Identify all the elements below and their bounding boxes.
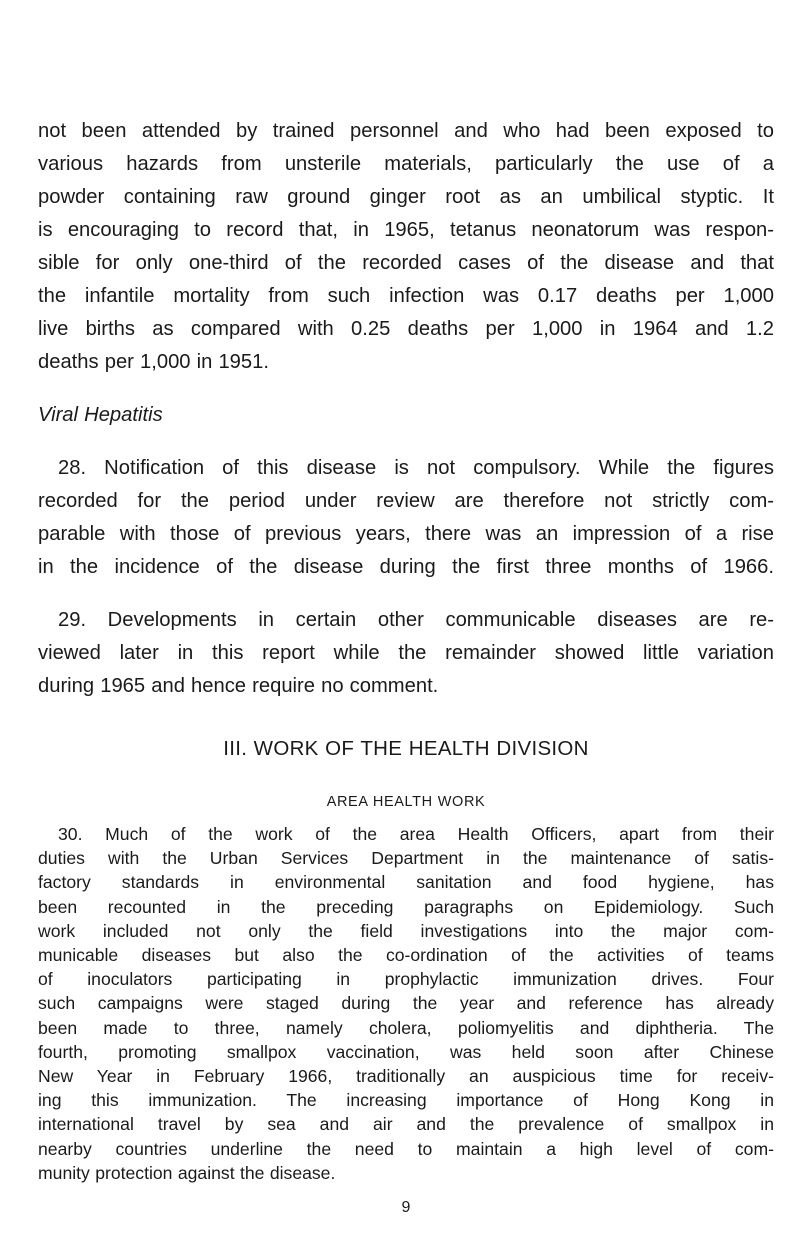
page-number: 9 xyxy=(401,1199,411,1216)
text-line: such campaigns were staged during the year and reference has already xyxy=(38,993,774,1014)
text-line: nearby countries underline the need to maintain a high level of com- xyxy=(38,1138,774,1159)
text-line: been recounted in the preceding paragraphs on Epidemiology. Such xyxy=(38,896,774,917)
text-line: international travel by sea and air and the prevalence of smallpox in xyxy=(38,1114,774,1135)
text-line: factory standards in environmental sanitation and food hygiene, has xyxy=(38,872,774,893)
section-heading-viral-hepatitis: Viral Hepatitis xyxy=(38,404,163,426)
section-heading-health-division: III. WORK OF THE HEALTH DIVISION xyxy=(223,737,589,760)
text-line: 30. Much of the work of the area Health Officers, apart from their xyxy=(58,824,774,844)
text-line: live births as compared with 0.25 deaths per 1,000 in 1964 and 1.2 xyxy=(38,318,774,340)
text-line: of inoculators participating in prophylactic immunization drives. Four xyxy=(38,969,774,990)
text-line: in the incidence of the disease during the first three months of 1966. xyxy=(38,556,774,578)
text-line: the infantile mortality from such infection was 0.17 deaths per 1,000 xyxy=(38,285,774,307)
text-line: 28. Notification of this disease is not compulsory. While the figures xyxy=(58,457,774,479)
text-line: viewed later in this report while the remainder showed little variation xyxy=(38,642,774,664)
text-line: munity protection against the disease. xyxy=(38,1162,336,1183)
text-line: been made to three, namely cholera, poliomyelitis and diphtheria. The xyxy=(38,1017,774,1038)
text-line: deaths per 1,000 in 1951. xyxy=(38,351,269,373)
text-line: not been attended by trained personnel and who had been exposed to xyxy=(38,120,774,142)
text-line: duties with the Urban Services Department in the maintenance of satis- xyxy=(38,848,774,869)
text-line: ing this immunization. The increasing importance of Hong Kong in xyxy=(38,1090,774,1111)
text-line: 29. Developments in certain other communicable diseases are re- xyxy=(58,609,774,631)
text-line: municable diseases but also the co-ordination of the activities of teams xyxy=(38,945,774,965)
text-line: fourth, promoting smallpox vaccination, was held soon after Chinese xyxy=(38,1041,774,1062)
text-line: New Year in February 1966, traditionally an auspicious time for receiv- xyxy=(38,1066,774,1086)
text-line: powder containing raw ground ginger root as an umbilical styptic. It xyxy=(38,186,774,208)
text-line: work included not only the field investigations into the major com- xyxy=(38,920,774,941)
text-line: sible for only one-third of the recorded cases of the disease and that xyxy=(38,252,774,274)
text-line: during 1965 and hence require no comment. xyxy=(38,675,439,697)
subsection-heading-area-health-work: AREA HEALTH WORK xyxy=(326,794,486,810)
text-line: recorded for the period under review are therefore not strictly com- xyxy=(38,490,774,512)
text-line: is encouraging to record that, in 1965, tetanus neonatorum was respon- xyxy=(38,219,774,241)
text-line: parable with those of previous years, there was an impression of a rise xyxy=(38,523,774,545)
text-line: various hazards from unsterile materials, particularly the use of a xyxy=(38,153,774,175)
